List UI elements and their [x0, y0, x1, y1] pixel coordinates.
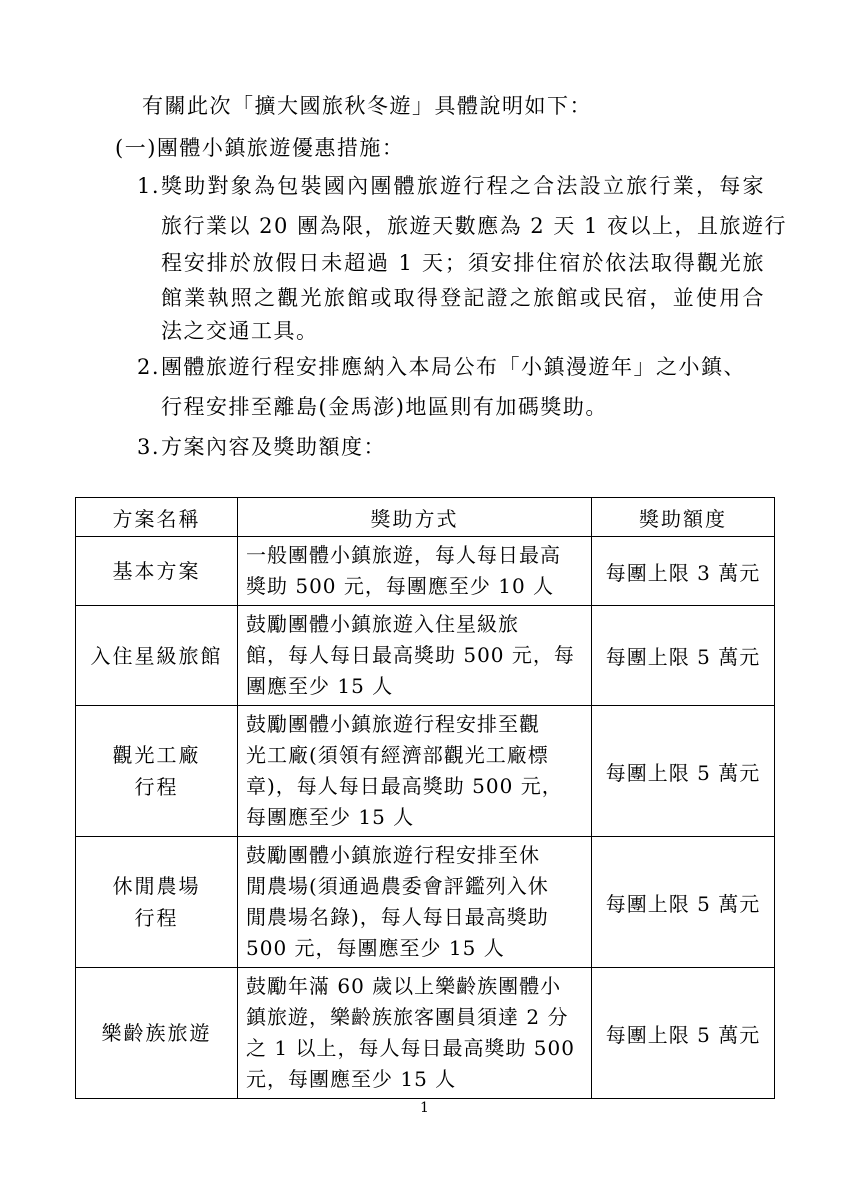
item-number-3: 3.	[137, 435, 161, 459]
section-heading: (一)團體小鎮旅遊優惠措施：	[115, 136, 405, 160]
method-line: 光工廠(須領有經濟部觀光工廠標	[246, 743, 549, 767]
plan-name-cell	[76, 706, 238, 837]
column-header-amount: 獎助額度	[592, 498, 775, 537]
item-1-line-4: 館業執照之觀光旅館或取得登記證之旅館或民宿，並使用合	[161, 286, 765, 310]
method-line: 鼓勵團體小鎮旅遊行程安排至觀	[246, 712, 540, 736]
plan-name: 行程	[134, 775, 179, 799]
plan-name-cell	[76, 606, 238, 706]
method-cell	[238, 537, 592, 606]
amount-cell: 每團上限 5 萬元	[592, 706, 775, 837]
method-line: 一般團體小鎮旅遊，每人每日最高	[246, 543, 561, 567]
amount-cell: 每團上限 5 萬元	[592, 606, 775, 706]
plan-name-cell	[76, 537, 238, 606]
method-line: 閒農場名錄)，每人每日最高獎助	[246, 905, 549, 929]
method-line: 鼓勵年滿 60 歲以上樂齡族團體小	[246, 974, 562, 998]
intro-paragraph: 有關此次「擴大國旅秋冬遊」具體說明如下：	[142, 94, 592, 118]
table-row	[76, 606, 775, 706]
method-line: 獎助 500 元，每團應至少 10 人	[246, 574, 555, 598]
method-line: 鎮旅遊，樂齡族旅客團員須達 2 分	[246, 1005, 569, 1029]
plan-name: 樂齡族旅遊	[101, 1021, 212, 1045]
plan-name: 休閒農場	[112, 874, 201, 898]
column-header-method: 獎助方式	[238, 498, 592, 537]
method-line: 每團應至少 15 人	[246, 805, 415, 829]
item-1-line-5: 法之交通工具。	[161, 319, 319, 343]
method-line: 500 元，每團應至少 15 人	[246, 936, 505, 960]
method-line: 元，每團應至少 15 人	[246, 1067, 457, 1091]
method-line: 章)，每人每日最高獎助 500 元，	[246, 774, 563, 798]
method-line: 鼓勵團體小鎮旅遊入住星級旅	[246, 612, 519, 636]
item-1-line-1: 獎助對象為包裝國內團體旅遊行程之合法設立旅行業，每家	[161, 174, 765, 198]
page-number: 1	[420, 1100, 429, 1116]
plan-name: 行程	[134, 906, 179, 930]
item-1-line-2: 旅行業以 20 團為限，旅遊天數應為 2 天 1 夜以上，且旅遊行	[161, 214, 787, 238]
table-row	[76, 537, 775, 606]
method-line: 之 1 以上，每人每日最高獎助 500	[246, 1036, 575, 1060]
table-header-row	[76, 498, 775, 537]
table-row	[76, 706, 775, 837]
table-row	[76, 837, 775, 968]
plan-name: 觀光工廠	[112, 743, 201, 767]
amount-cell: 每團上限 3 萬元	[592, 537, 775, 606]
column-header-plan: 方案名稱	[76, 498, 238, 537]
method-cell	[238, 606, 592, 706]
method-line: 館，每人每日最高獎助 500 元，每	[246, 643, 575, 667]
method-cell	[238, 968, 592, 1099]
plan-name: 入住星級旅館	[90, 643, 223, 668]
award-table	[75, 497, 775, 1099]
item-2-line-1: 團體旅遊行程安排應納入本局公布「小鎮漫遊年」之小鎮、	[161, 355, 746, 379]
method-cell	[238, 706, 592, 837]
method-line: 鼓勵團體小鎮旅遊行程安排至休	[246, 843, 540, 867]
table-row	[76, 968, 775, 1099]
item-2-line-2: 行程安排至離島(金馬澎)地區則有加碼獎助。	[161, 395, 608, 419]
amount-cell: 每團上限 5 萬元	[592, 837, 775, 968]
item-1-line-3: 程安排於放假日未超過 1 天；須安排住宿於依法取得觀光旅	[161, 251, 765, 275]
method-line: 團應至少 15 人	[246, 674, 394, 698]
plan-name: 基本方案	[112, 559, 201, 583]
item-number-2: 2.	[137, 355, 161, 379]
item-3-line-1: 方案內容及獎助額度：	[161, 435, 386, 459]
plan-name-cell	[76, 837, 238, 968]
plan-name-cell	[76, 968, 238, 1099]
item-number-1: 1.	[137, 174, 161, 198]
method-line: 閒農場(須通過農委會評鑑列入休	[246, 874, 549, 898]
method-cell	[238, 837, 592, 968]
amount-cell: 每團上限 5 萬元	[592, 968, 775, 1099]
